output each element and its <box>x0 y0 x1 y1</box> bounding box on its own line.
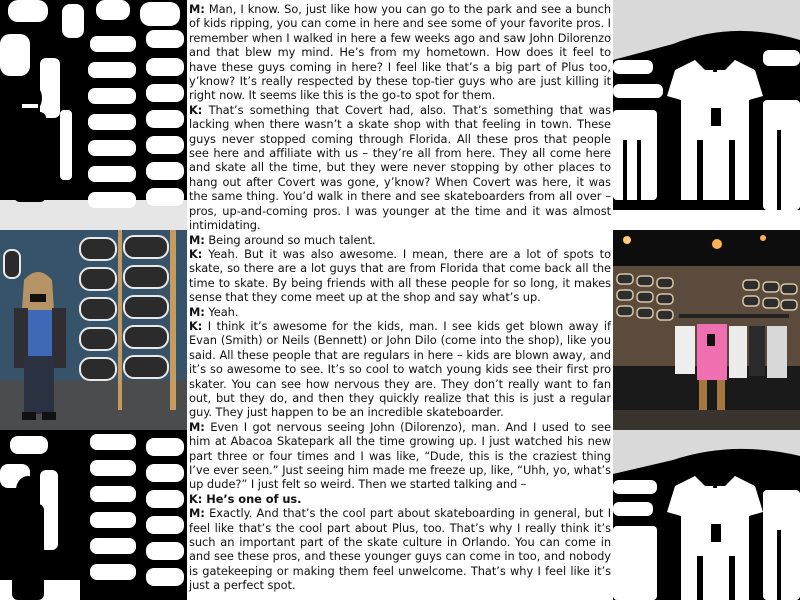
paragraph-text: Even I got nervous seeing John (Dilorenzo), man. And I used to see him at Abacoa Skatepark all the time growing up. I just watched his new part three or four times and I was like, “Dude, this is the craziest thing I’ve ever seen.” Just seeing him made me freeze up, like, “Uhh, yo, what’s up dude?” I just felt so weird. Then we started talking and – <box>189 419 611 492</box>
skateboard-wall-photo-icon <box>0 430 187 600</box>
tshirt-rack-photo-icon <box>613 430 800 600</box>
skate-shop-interior-photo-icon <box>613 230 800 430</box>
interview-paragraph-highlight <box>189 492 611 506</box>
speaker-label: K: <box>189 491 203 506</box>
speaker-label: M: <box>189 304 205 319</box>
speaker-label: M: <box>189 232 205 247</box>
interview-paragraph <box>189 506 611 592</box>
interview-paragraph <box>189 420 611 492</box>
left-bottom-photo <box>0 430 187 600</box>
paragraph-text: Exactly. And that’s the cool part about skateboarding in general, but I feel like that’s the cool part about Plus, too. That’s why I really think it’s such an important part of the skate culture in Orlando. You can come in and see these pros, and these younger guys can come in too, and nobody is gatekeeping or making them feel unwelcome. That’s why I feel like it’s just a perfect spot. <box>189 506 612 593</box>
interview-paragraph <box>189 233 611 247</box>
speaker-label: M: <box>189 506 205 521</box>
speaker-label: K: <box>189 318 203 333</box>
speaker-label: M: <box>189 419 205 434</box>
speaker-label: M: <box>189 2 205 16</box>
paragraph-text: Man, I know. So, just like how you can go to the park and see a bunch of kids ripping, you can come in here and see some of your favorite pros. I remember when I walked in here a few weeks ago and saw John Dilorenzo and that blew my mind. He’s from my hometown. How does it feel to have these guys coming in here? I feel like that’s a big part of Plus too, y’know? It’s really respected by these top-tier guys who are just killing it right now. It seems like this is the go-to spot for them. <box>189 2 611 103</box>
paragraph-text: Being around so much talent. <box>208 232 376 247</box>
speaker-label: K: <box>189 102 203 117</box>
interview-article <box>187 0 613 600</box>
right-middle-photo <box>613 230 800 430</box>
right-top-photo <box>613 0 800 230</box>
paragraph-text: Yeah. <box>208 304 239 319</box>
paragraph-text: Yeah. But it was also awesome. I mean, there are a lot of spots to skate, so there are a lot guys that are from Florida that come back all the time to skate. By being friends with all these people for so long, it makes sense that they come meet up at the shop and say what’s up. <box>189 246 611 305</box>
skateboard-wall-person-photo-icon <box>0 0 187 230</box>
paragraph-text: He’s one of us. <box>206 491 302 506</box>
right-bottom-photo <box>613 430 800 600</box>
interview-paragraph <box>189 305 611 319</box>
skateboard-wall-person-color-photo-icon <box>0 230 187 430</box>
paragraph-text: That’s something that Covert had, also. That’s something that was lacking when there wasn’t a skate shop with that feeling in town. These guys never stopped coming through Florida. All these pros that people see here and affiliate with us – they’re all from here. They all come here and skate all the time, but they were never stopping by other places to hang out after Covert was gone, y’know? When Covert was here, it was the same thing. You’d walk in there and see skateboarders from all over – pros, up-and-coming pros. I was younger at the time and it was almost intimidating. <box>189 102 611 233</box>
left-middle-photo <box>0 230 187 430</box>
speaker-label: K: <box>189 246 203 261</box>
interview-paragraph <box>189 319 611 420</box>
interview-paragraph <box>189 2 611 103</box>
left-top-photo <box>0 0 187 230</box>
interview-paragraph <box>189 247 611 305</box>
tshirt-rack-photo-icon <box>613 0 800 230</box>
paragraph-text: I think it’s awesome for the kids, man. I see kids get blown away if Evan (Smith) or Neils (Bennett) or John Dilo (come into the shop), like you said. All these people that are regulars in here – kids are blown away, and it’s so awesome to see. It’s so cool to watch young kids see their first pro skater. You can see how nervous they are. They don’t really want to fan out, but they do, and then they quickly realize that this is just a regular guy. They just happen to be an incredible skateboarder. <box>189 318 611 420</box>
interview-paragraph <box>189 103 611 233</box>
